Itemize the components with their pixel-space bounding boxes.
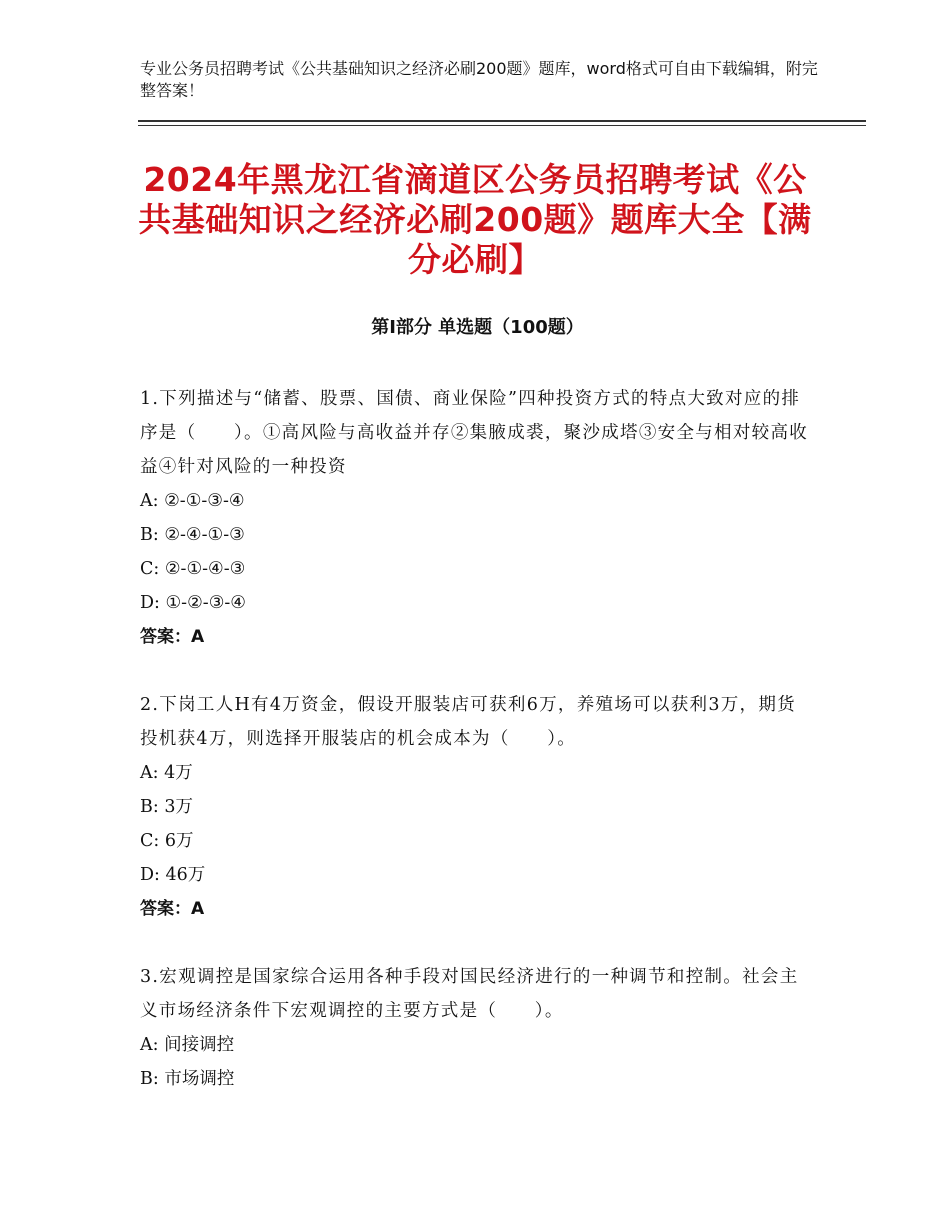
option-a: A: 4万 bbox=[140, 763, 193, 783]
option-b: B: 3万 bbox=[140, 797, 193, 817]
header-note: 专业公务员招聘考试《公共基础知识之经济必刷200题》题库，word格式可自由下载编辑，附完整答案！ bbox=[140, 59, 818, 100]
option-c: C: ②-①-④-③ bbox=[140, 559, 246, 579]
option-c: C: 6万 bbox=[140, 831, 194, 851]
answer: 答案：A bbox=[140, 627, 205, 647]
answer: 答案：A bbox=[140, 899, 205, 919]
option-d: D: 46万 bbox=[140, 865, 206, 885]
option-b: B: ②-④-①-③ bbox=[140, 525, 245, 545]
option-a: A: 间接调控 bbox=[140, 1035, 235, 1055]
option-a: A: ②-①-③-④ bbox=[140, 491, 245, 511]
option-b: B: 市场调控 bbox=[140, 1069, 235, 1089]
document-title: 2024年黑龙江省滴道区公务员招聘考试《公共基础知识之经济必刷200题》题库大全【满分必刷】 bbox=[138, 160, 812, 279]
section-title: 第I部分 单选题（100题） bbox=[371, 317, 584, 338]
option-d: D: ①-②-③-④ bbox=[140, 593, 246, 613]
question-stem: 2.下岗工人H有4万资金，假设开服装店可获利6万，养殖场可以获利3万，期货投机获4万，则选择开服装店的机会成本为（ ）。 bbox=[140, 695, 796, 749]
header-divider-thin bbox=[138, 125, 866, 126]
question-2 bbox=[140, 688, 812, 926]
header-divider bbox=[138, 120, 866, 122]
question-3 bbox=[140, 960, 812, 1096]
question-stem: 1.下列描述与“储蓄、股票、国债、商业保险”四种投资方式的特点大致对应的排序是（ ）。①高风险与高收益并存②集腋成裘，聚沙成塔③安全与相对较高收益④针对风险的一种投资 bbox=[140, 389, 809, 477]
question-1 bbox=[140, 382, 812, 654]
question-stem: 3.宏观调控是国家综合运用各种手段对国民经济进行的一种调节和控制。社会主义市场经济条件下宏观调控的主要方式是（ ）。 bbox=[140, 967, 799, 1021]
